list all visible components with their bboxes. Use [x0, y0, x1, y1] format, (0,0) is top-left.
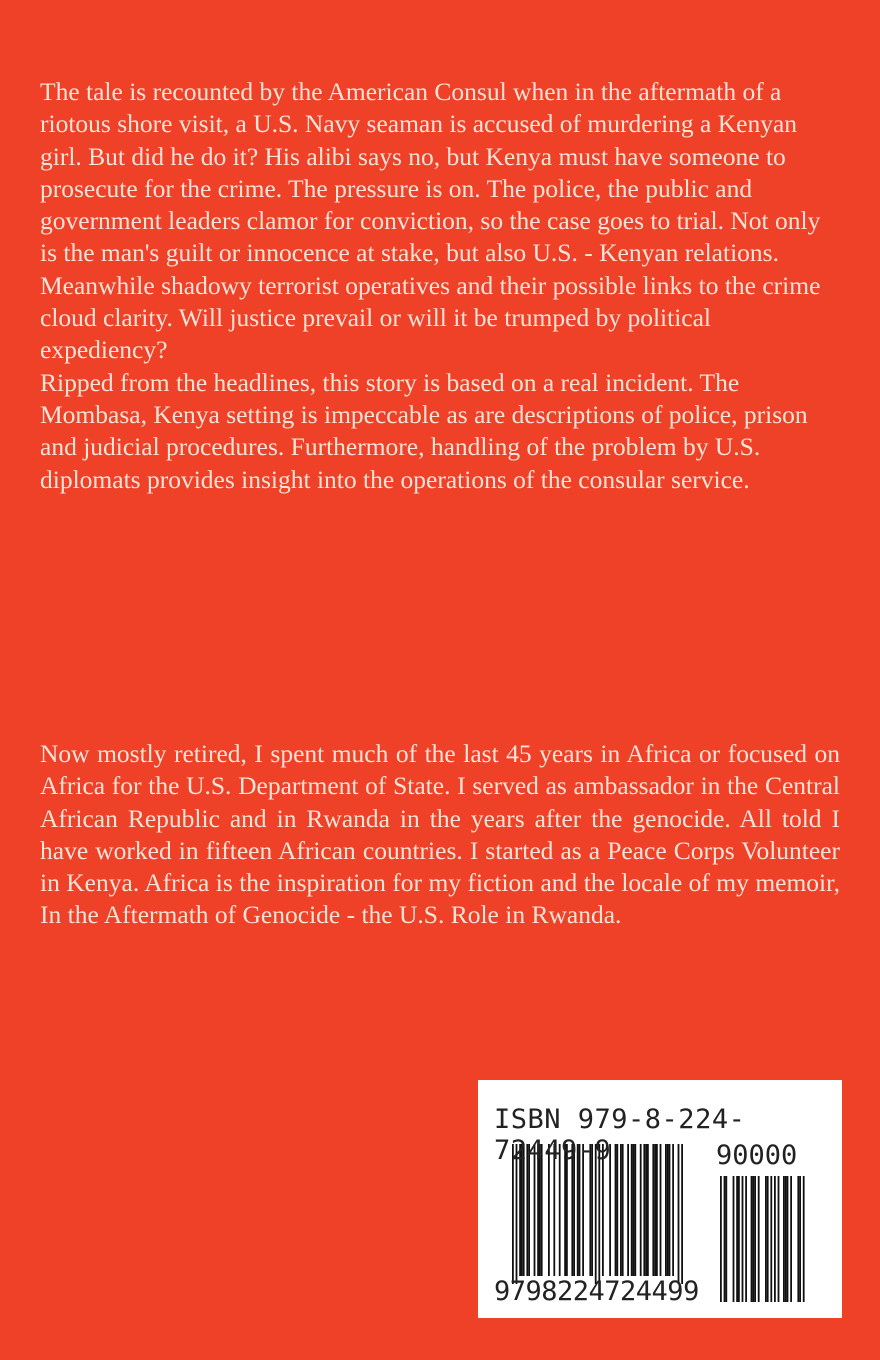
price-addon-digits: 90000	[716, 1140, 798, 1171]
blurb-paragraph-1: The tale is recounted by the American Consul when in the aftermath of a riotous shore visit, a U.S. Navy seaman is accused of murdering a Kenyan girl. But did he do it? His alibi says no, but Kenya must have someone to prosecute for the crime. The pressure is on. The police, the public and government leaders clamor for conviction, so the case goes to trial. Not only is the man's guilt or innocence at stake, but also U.S. - Kenyan relations. Meanwhile shadowy terrorist operatives and their possible links to the crime cloud clarity. Will justice prevail or will it be trumped by political expediency?	[40, 77, 821, 365]
addon-bar	[787, 1176, 789, 1302]
addon-bar	[778, 1176, 780, 1302]
author-bio: Now mostly retired, I spent much of the last 45 years in Africa or focused on Africa for the U.S. Department of State. I served as ambassador in the Central African Republic and in Rwanda in the years after the genocide. All told I have worked in fifteen African countries. I started as a Peace Corps Volunteer in Kenya. Africa is the inspiration for my fiction and the locale of my memoir, In the Aftermath of Genocide - the U.S. Role in Rwanda.	[40, 739, 840, 930]
isbn-label: ISBN 979-8-224-72449-9	[494, 1104, 746, 1166]
addon-bar	[738, 1176, 740, 1302]
addon-bar	[733, 1176, 735, 1302]
addon-bar	[783, 1176, 785, 1302]
addon-bar	[754, 1176, 756, 1302]
addon-bar	[725, 1176, 727, 1302]
addon-bar	[803, 1176, 805, 1302]
addon-bar	[751, 1176, 753, 1302]
addon-bar	[736, 1176, 738, 1302]
blurb-paragraph-2: Ripped from the headlines, this story is based on a real incident. The Mombasa, Kenya setting is impeccable as are descriptions of police, prison and judicial procedures. Furthermore, handling of the problem by U.S. diplomats provides insight into the operations of the consular service.	[40, 367, 808, 494]
addon-bar	[785, 1176, 787, 1302]
barcode-digits: 9798224724499	[494, 1276, 699, 1307]
addon-bar	[797, 1176, 799, 1302]
addon-bar	[799, 1176, 801, 1302]
addon-bar	[758, 1176, 760, 1302]
addon-bar	[790, 1176, 792, 1302]
book-blurb	[40, 76, 840, 496]
addon-bar	[720, 1176, 722, 1302]
addon-bar	[742, 1176, 744, 1302]
addon-bar	[774, 1176, 776, 1302]
isbn-barcode	[478, 1080, 842, 1318]
addon-bar	[745, 1176, 747, 1302]
addon-bar	[767, 1176, 769, 1302]
addon-bar	[765, 1176, 767, 1302]
addon-bar	[724, 1176, 726, 1302]
addon-bar	[752, 1176, 754, 1302]
addon-bar	[770, 1176, 772, 1302]
